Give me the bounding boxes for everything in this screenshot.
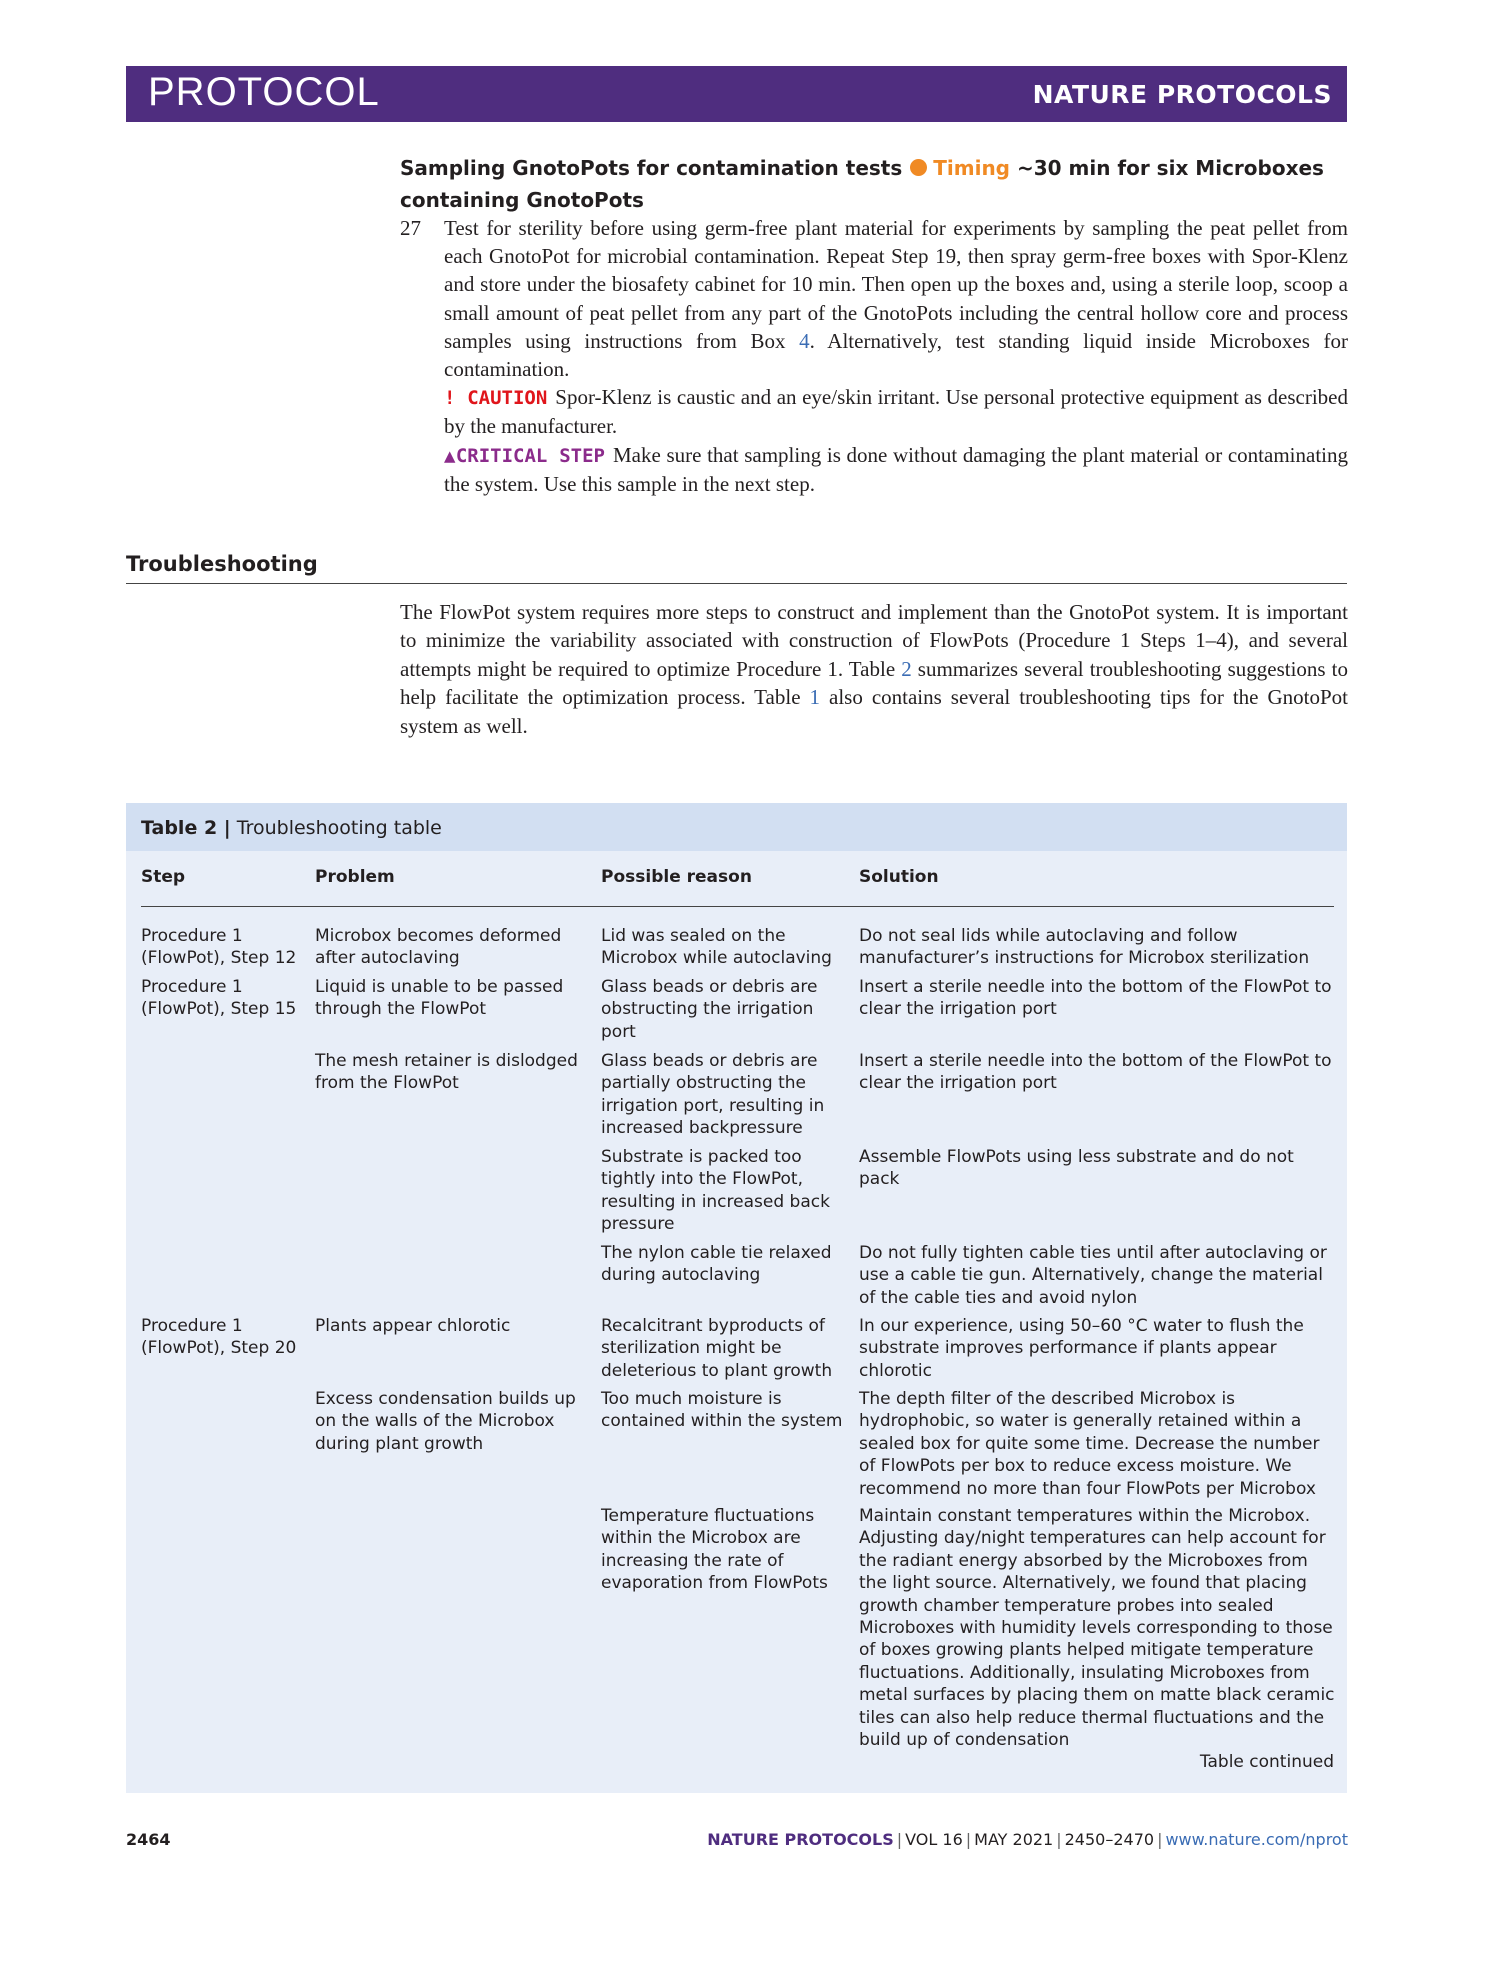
- table-cell-reason: Too much moisture is contained within the system: [601, 1389, 843, 1432]
- caution-text: Spor-Klenz is caustic and an eye/skin irritant. Use personal protective equipment as described by the manufacturer.: [444, 385, 1348, 439]
- table-cell-solution: Assemble FlowPots using less substrate and do not pack: [859, 1147, 1294, 1190]
- table-cell-solution: The depth filter of the described Microbox is hydrophobic, so water is generally retained within a sealed box for quite some time. Decrease the number of FlowPots per box to reduce excess moisture. We recommend no more than four FlowPots per Microbox: [859, 1389, 1320, 1499]
- table-label: Table 2 |: [141, 817, 231, 839]
- footer-citation: NATURE PROTOCOLS | VOL 16 | MAY 2021 | 2450–2470 | www.nature.com/nprot: [707, 1830, 1348, 1849]
- troubleshooting-paragraph: [400, 598, 1348, 740]
- table-cell-reason: The nylon cable tie relaxed during autoclaving: [601, 1243, 832, 1286]
- section-heading-text: Sampling GnotoPots for contamination tests: [400, 156, 903, 180]
- article-type-label: PROTOCOL: [148, 70, 380, 114]
- procedure-step-27: [400, 214, 1348, 498]
- table-cell-solution: Maintain constant temperatures within the Microbox. Adjusting day/night temperatures can help account for the radiant energy absorbed by the Microboxes from the light source. Alternatively, we found that placing growth chamber temperature probes into sealed Microboxes with humidity levels corresponding to those of boxes growing plants helped mitigate temperature fluctuations. Additionally, insulating Microboxes from metal surfaces by placing them on matte black ceramic tiles can also help reduce thermal fluctuations and the build up of condensation: [859, 1506, 1335, 1751]
- table-cell-reason: Glass beads or debris are obstructing the irrigation port: [601, 977, 818, 1042]
- footer-pages: 2450–2470: [1064, 1830, 1155, 1849]
- table-1-reference-link[interactable]: 1: [809, 685, 821, 710]
- section-heading: [400, 152, 1350, 216]
- column-header-solution: Solution: [859, 867, 939, 887]
- step-text-a: Test for sterility before using germ-free plant material for experiments by sampling the peat pellet from each GnotoPot for microbial contamination. Repeat Step 19, then spray germ-free boxes with Spor-Klenz and store under the biosafety cabinet for 10 min. Then open up the boxes and, using a sterile loop, scoop a small amount of peat pellet from any part of the GnotoPots including the central hollow core and process samples using instructions from Box: [444, 216, 1348, 353]
- troubleshooting-text-b: summarizes several troubleshooting suggestions to help facilitate the optimization process. Table: [400, 656, 1348, 710]
- table-cell-step: Procedure 1 (FlowPot), Step 20: [141, 1316, 297, 1359]
- table-cell-solution: Insert a sterile needle into the bottom of the FlowPot to clear the irrigation port: [859, 977, 1332, 1020]
- table-title-text: Troubleshooting table: [236, 817, 442, 839]
- table-cell-reason: Temperature fluctuations within the Microbox are increasing the rate of evaporation from FlowPots: [601, 1506, 828, 1594]
- table-cell-problem: Excess condensation builds up on the walls of the Microbox during plant growth: [315, 1389, 576, 1454]
- column-header-step: Step: [141, 867, 186, 887]
- table-cell-reason: Substrate is packed too tightly into the FlowPot, resulting in increased back pressure: [601, 1147, 830, 1235]
- table-cell-problem: Liquid is unable to be passed through the FlowPot: [315, 977, 564, 1020]
- table-header-rule: [141, 906, 1334, 907]
- table-cell-solution: In our experience, using 50–60 °C water to flush the substrate improves performance if plants appear chlorotic: [859, 1316, 1304, 1381]
- footer-url-link[interactable]: www.nature.com/nprot: [1165, 1830, 1348, 1849]
- step-text: [444, 214, 1348, 383]
- critical-step-note: [444, 441, 1348, 498]
- timing-dot-icon: [910, 159, 927, 176]
- table-2-reference-link[interactable]: 2: [901, 656, 912, 681]
- journal-name-label: NATURE PROTOCOLS: [1032, 80, 1332, 109]
- timing-text: ~30 min for six Microboxes containing GnotoPots: [400, 156, 1324, 212]
- journal-header-bar: [126, 66, 1347, 122]
- timing-label: Timing: [933, 156, 1010, 180]
- troubleshooting-text-a: The FlowPot system requires more steps to construct and implement than the GnotoPot system. It is important to minimize the variability associated with construction of FlowPots (Procedure 1 Steps 1–4), and several attempts might be required to optimize Procedure 1. Table: [400, 600, 1348, 681]
- table-cell-reason: Glass beads or debris are partially obstructing the irrigation port, resulting in increased backpressure: [601, 1051, 825, 1139]
- table-cell-step: Procedure 1 (FlowPot), Step 15: [141, 977, 297, 1020]
- troubleshooting-text-c: also contains several troubleshooting tips for the GnotoPot system as well.: [400, 685, 1348, 738]
- column-header-possible-reason: Possible reason: [601, 867, 752, 887]
- footer-volume: VOL 16: [905, 1830, 963, 1849]
- box-reference-link[interactable]: 4: [799, 328, 810, 353]
- table-cell-problem: Plants appear chlorotic: [315, 1316, 511, 1336]
- critical-step-label: ▲CRITICAL STEP: [444, 444, 605, 467]
- step-number: 27: [400, 216, 421, 240]
- table-cell-solution: Do not seal lids while autoclaving and follow manufacturer’s instructions for Microbox sterilization: [859, 926, 1310, 969]
- table-cell-solution: Do not fully tighten cable ties until after autoclaving or use a cable tie gun. Alternatively, change the material of the cable ties and avoid nylon: [859, 1243, 1327, 1308]
- table-cell-problem: The mesh retainer is dislodged from the FlowPot: [315, 1051, 578, 1094]
- critical-step-text: Make sure that sampling is done without damaging the plant material or contaminating the system. Use this sample in the next step.: [444, 442, 1348, 496]
- table-title: [126, 803, 1347, 851]
- footer-date: MAY 2021: [974, 1830, 1054, 1849]
- page-number: 2464: [126, 1830, 171, 1849]
- step-text-b: . Alternatively, test standing liquid inside Microboxes for contamination.: [444, 328, 1348, 382]
- caution-note: [444, 383, 1348, 440]
- column-header-problem: Problem: [315, 867, 395, 887]
- table-cell-solution: Insert a sterile needle into the bottom of the FlowPot to clear the irrigation port: [859, 1051, 1332, 1094]
- table-cell-reason: Lid was sealed on the Microbox while autoclaving: [601, 926, 832, 969]
- table-cell-reason: Recalcitrant byproducts of sterilization might be deleterious to plant growth: [601, 1316, 833, 1381]
- table-cell-problem: Microbox becomes deformed after autoclaving: [315, 926, 562, 969]
- footer-journal: NATURE PROTOCOLS: [707, 1830, 894, 1849]
- table-continued-note: Table continued: [1199, 1752, 1334, 1772]
- caution-label: ! CAUTION: [444, 387, 548, 410]
- table-cell-step: Procedure 1 (FlowPot), Step 12: [141, 926, 297, 969]
- troubleshooting-heading: Troubleshooting: [126, 552, 1347, 584]
